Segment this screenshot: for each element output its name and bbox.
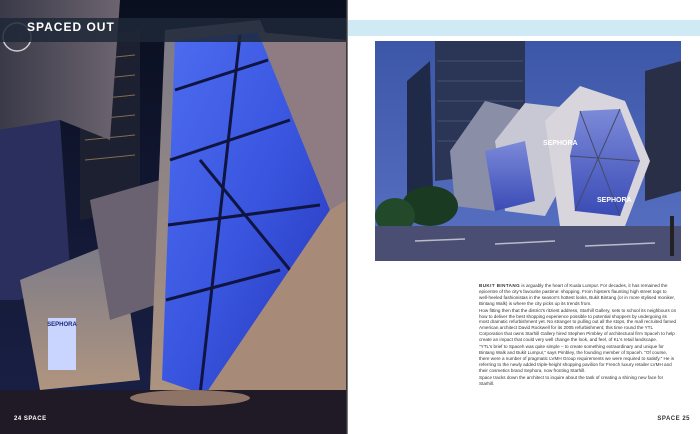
left-page-photo — [0, 0, 347, 434]
facade-sign-top: SEPHORA — [543, 140, 578, 147]
right-page — [348, 0, 700, 434]
article-paragraph: "YTL's brief to Spaceh was quite simple – to create something extraordinary and unique for Bintang Walk and Bukit Lumpur," says Pimbley, the founding member of Spaceh. "Of course, there were a number of pragmatic LVMH Group requirements we were required to satisfy." He is referring to the newly added triple-height shopping pavilion for French luxury retailer LVMH and their cosmetics brand Sephora, now fronting Starhill. — [479, 344, 674, 373]
storefront-sign: SEPHORA — [47, 322, 77, 328]
left-folio — [14, 416, 47, 422]
right-folio — [657, 416, 690, 422]
right-page-photo — [375, 41, 681, 261]
article-paragraph — [479, 283, 677, 307]
right-page-number: 25 — [682, 416, 690, 422]
article-paragraph: How fitting then that the district's ritziest address, Starhill Gallery, sets to school its neighbours on how to deliver the best shopping experience possible to potential shoppers by undergoing its most dramatic refurbishment yet. No stranger to pulling out all the stops, the mall recruited famed American architect David Rockwell for its 2005 refurbishment; this time round the YTL Corporation that owns Starhill Gallery hired Stephen Pimbley of architectural firm Spaceh to help create an impact that could very well change the look, and feel, of KL's retail landscape. — [479, 307, 677, 343]
article-paragraph-text: is arguably the heart of Kuala Lumpur. For decades, it has remained the epicentre of the city's favourite pastime: shopping. From hipsters flaunting high street togs to well-heeled fashionistas in the season's hottest looks, Bukit Bintang (or in more stylised moniker, Bintang Walk) is where the city picks up its trends from. — [479, 283, 675, 306]
article-body — [479, 283, 677, 387]
facade-sign-bottom: SEPHORA — [597, 197, 632, 204]
left-page-number: 24 — [14, 416, 22, 422]
right-folio-brand: SPACE — [657, 416, 681, 422]
left-page — [0, 0, 347, 434]
article-lead: BUKIT BINTANG — [479, 283, 521, 288]
section-title: SPACED OUT — [27, 20, 115, 34]
article-paragraph: Space tracks down the architect to inquire about the task of creating a shining new face for Starhill. — [479, 374, 664, 386]
left-folio-brand: SPACE — [23, 416, 47, 422]
header-color-bar — [348, 20, 700, 36]
